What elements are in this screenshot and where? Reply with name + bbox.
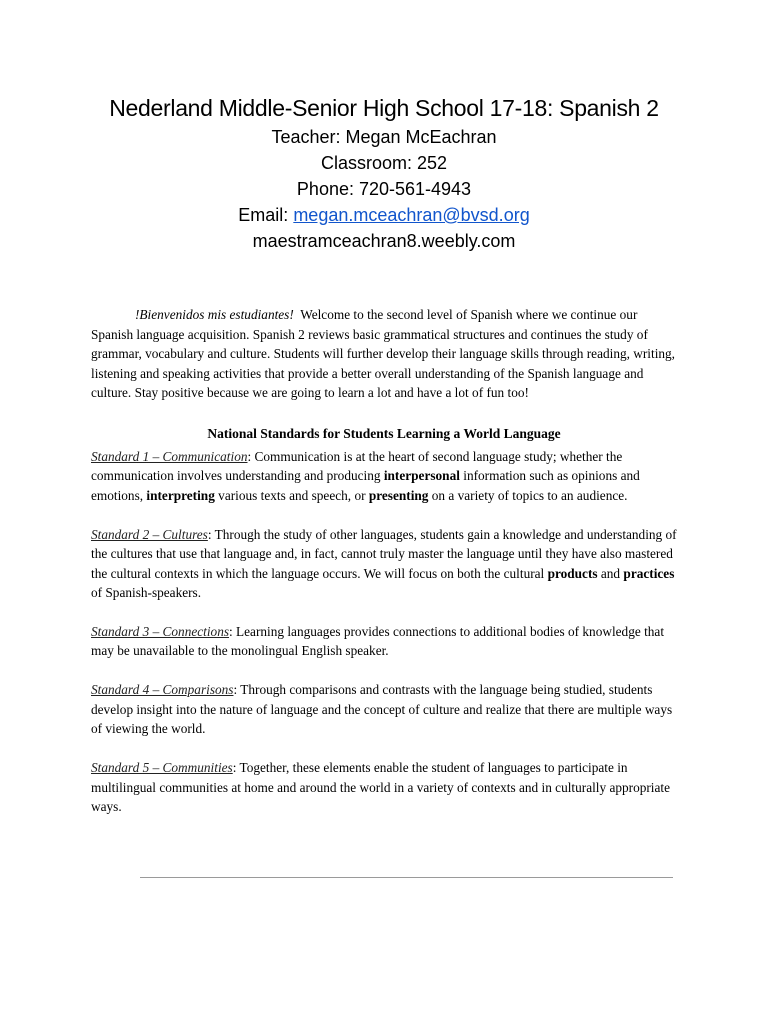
standard-label: Standard 4 – Comparisons — [91, 682, 234, 698]
standard-4: Standard 4 – Comparisons: Through comparisons and contrasts with the language being studied, students develop insight into the nature of language and the concept of culture and realize that there are multiple ways of viewing the world. — [91, 682, 673, 737]
footer-divider — [140, 877, 673, 878]
classroom-line: Classroom: 252 — [320, 153, 448, 173]
phone-line: Phone: 720-561-4943 — [296, 179, 472, 199]
standards-list — [91, 447, 677, 836]
intro-greeting: !Bienvenidos mis estudiantes! — [135, 307, 294, 322]
standard-label: Standard 1 – Communication — [91, 449, 248, 464]
email-label: Email: — [238, 205, 289, 225]
standard-1: Standard 1 – Communication: Communication is at the heart of second language study; whether the communication involves understanding and producing interpersonal information such as opinions and emotions, interpreting various texts and speech, or presenting on a variety of topics to an audience. — [91, 449, 640, 503]
email-link[interactable]: megan.mceachran@bvsd.org — [293, 205, 530, 225]
standard-label: Standard 3 – Connections — [91, 624, 230, 640]
standards-heading: National Standards for Students Learning a World Language — [207, 426, 561, 441]
intro-paragraph — [91, 305, 677, 403]
standard-2: Standard 2 – Cultures: Through the study of other languages, students gain a knowledge and understanding of the cultures that use that language and, in fact, cannot truly master the language until they have also mastered the cultural contexts in which the language occurs. We will focus on both the cultural products and practices of Spanish-speakers. — [91, 526, 677, 601]
email-line — [0, 202, 768, 228]
standard-label: Standard 2 – Cultures — [91, 526, 208, 542]
standard-5: Standard 5 – Communities: Together, these elements enable the student of languages to participate in multilingual communities at home and around the world in a variety of contexts and in culturally appropriate ways. — [91, 760, 670, 815]
teacher-line: Teacher: Megan McEachran — [271, 127, 497, 147]
intro-body: Welcome to the second level of Spanish where we continue our Spanish language acquisition. Spanish 2 reviews basic grammatical structures and continues the study of grammar, vocabulary and culture. Students will further develop their language skills through reading, writing, listening and speaking activities that provide a better overall understanding of the Spanish language and culture. Stay positive because we are going to learn a lot and have a lot of fun too! — [91, 307, 676, 401]
website-line: maestramceachran8.weebly.com — [252, 231, 516, 251]
standard-3: Standard 3 – Connections: Learning languages provides connections to additional bodies of knowledge that may be unavailable to the monolingual English speaker. — [91, 624, 665, 659]
page-title: Nederland Middle-Senior High School 17-18: Spanish 2 — [109, 95, 659, 121]
standard-label: Standard 5 – Communities — [91, 760, 233, 776]
document-header — [0, 92, 768, 254]
